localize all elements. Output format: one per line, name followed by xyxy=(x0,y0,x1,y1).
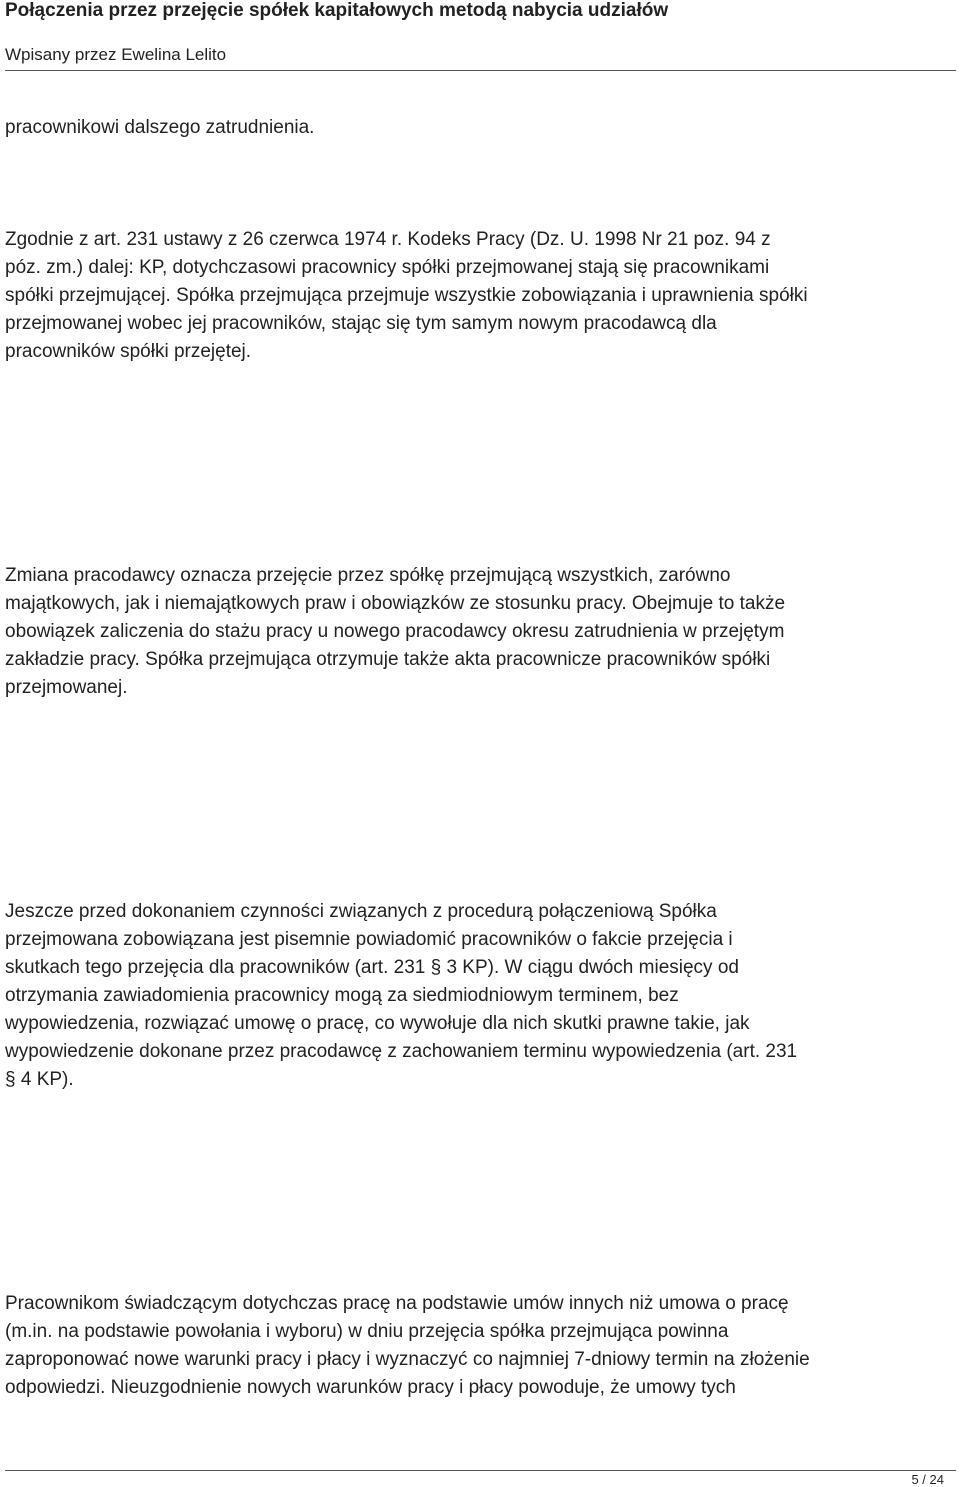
paragraph-line: (m.in. na podstawie powołania i wyboru) w dniu przejęcia spółka przejmująca powinna xyxy=(5,1321,729,1342)
paragraph-2 xyxy=(5,226,956,366)
paragraph-line: odpowiedzi. Nieuzgodnienie nowych warunków pracy i płacy powoduje, że umowy tych xyxy=(5,1377,736,1398)
page-number: 5 / 24 xyxy=(911,1472,944,1487)
footer-divider xyxy=(5,1470,956,1471)
paragraph-5 xyxy=(5,1290,956,1402)
paragraph-line: Pracownikom świadczącym dotychczas pracę na podstawie umów innych niż umowa o pracę xyxy=(5,1293,789,1314)
paragraph-line: majątkowych, jak i niemajątkowych praw i obowiązków ze stosunku pracy. Obejmuje to także xyxy=(5,593,786,614)
paragraph-line: zakładzie pracy. Spółka przejmująca otrzymuje także akta pracownicze pracowników spółki xyxy=(5,649,771,670)
paragraph-line: przejmowanej wobec jej pracowników, stając się tym samym nowym pracodawcą dla xyxy=(5,313,717,334)
paragraph-line: Zgodnie z art. 231 ustawy z 26 czerwca 1974 r. Kodeks Pracy (Dz. U. 1998 Nr 21 poz. 94 z xyxy=(5,229,771,250)
document-title: Połączenia przez przejęcie spółek kapitałowych metodą nabycia udziałów xyxy=(5,0,669,21)
paragraph-line: spółki przejmującej. Spółka przejmująca przejmuje wszystkie zobowiązania i uprawnienia spółki xyxy=(5,285,808,306)
paragraph-line: pracownikowi dalszego zatrudnienia. xyxy=(5,117,315,138)
paragraph-1 xyxy=(5,114,956,142)
paragraph-3 xyxy=(5,562,956,702)
paragraph-line: Zmiana pracodawcy oznacza przejęcie przez spółkę przejmującą wszystkich, zarówno xyxy=(5,565,731,586)
paragraph-line: Jeszcze przed dokonaniem czynności związanych z procedurą połączeniową Spółka xyxy=(5,901,717,922)
paragraph-line: póz. zm.) dalej: KP, dotychczasowi pracownicy spółki przejmowanej stają się pracownikami xyxy=(5,257,770,278)
paragraph-line: otrzymania zawiadomienia pracownicy mogą za siedmiodniowym terminem, bez xyxy=(5,985,679,1006)
paragraph-line: § 4 KP). xyxy=(5,1069,74,1090)
document-header xyxy=(5,0,956,65)
header-divider xyxy=(5,70,956,71)
paragraph-line: skutkach tego przejęcia dla pracowników (art. 231 § 3 KP). W ciągu dwóch miesięcy od xyxy=(5,957,739,978)
paragraph-line: zaproponować nowe warunki pracy i płacy i wyznaczyć co najmniej 7-dniowy termin na złożenie xyxy=(5,1349,810,1370)
author-line: Wpisany przez Ewelina Lelito xyxy=(5,45,227,64)
paragraph-line: przejmowana zobowiązana jest pisemnie powiadomić pracowników o fakcie przejęcia i xyxy=(5,929,733,950)
paragraph-line: obowiązek zaliczenia do stażu pracy u nowego pracodawcy okresu zatrudnienia w przejętym xyxy=(5,621,785,642)
paragraph-line: przejmowanej. xyxy=(5,677,128,698)
paragraph-line: pracowników spółki przejętej. xyxy=(5,341,252,362)
paragraph-line: wypowiedzenie dokonane przez pracodawcę z zachowaniem terminu wypowiedzenia (art. 231 xyxy=(5,1041,798,1062)
paragraph-line: wypowiedzenia, rozwiązać umowę o pracę, co wywołuje dla nich skutki prawne takie, jak xyxy=(5,1013,750,1034)
paragraph-4 xyxy=(5,898,956,1094)
